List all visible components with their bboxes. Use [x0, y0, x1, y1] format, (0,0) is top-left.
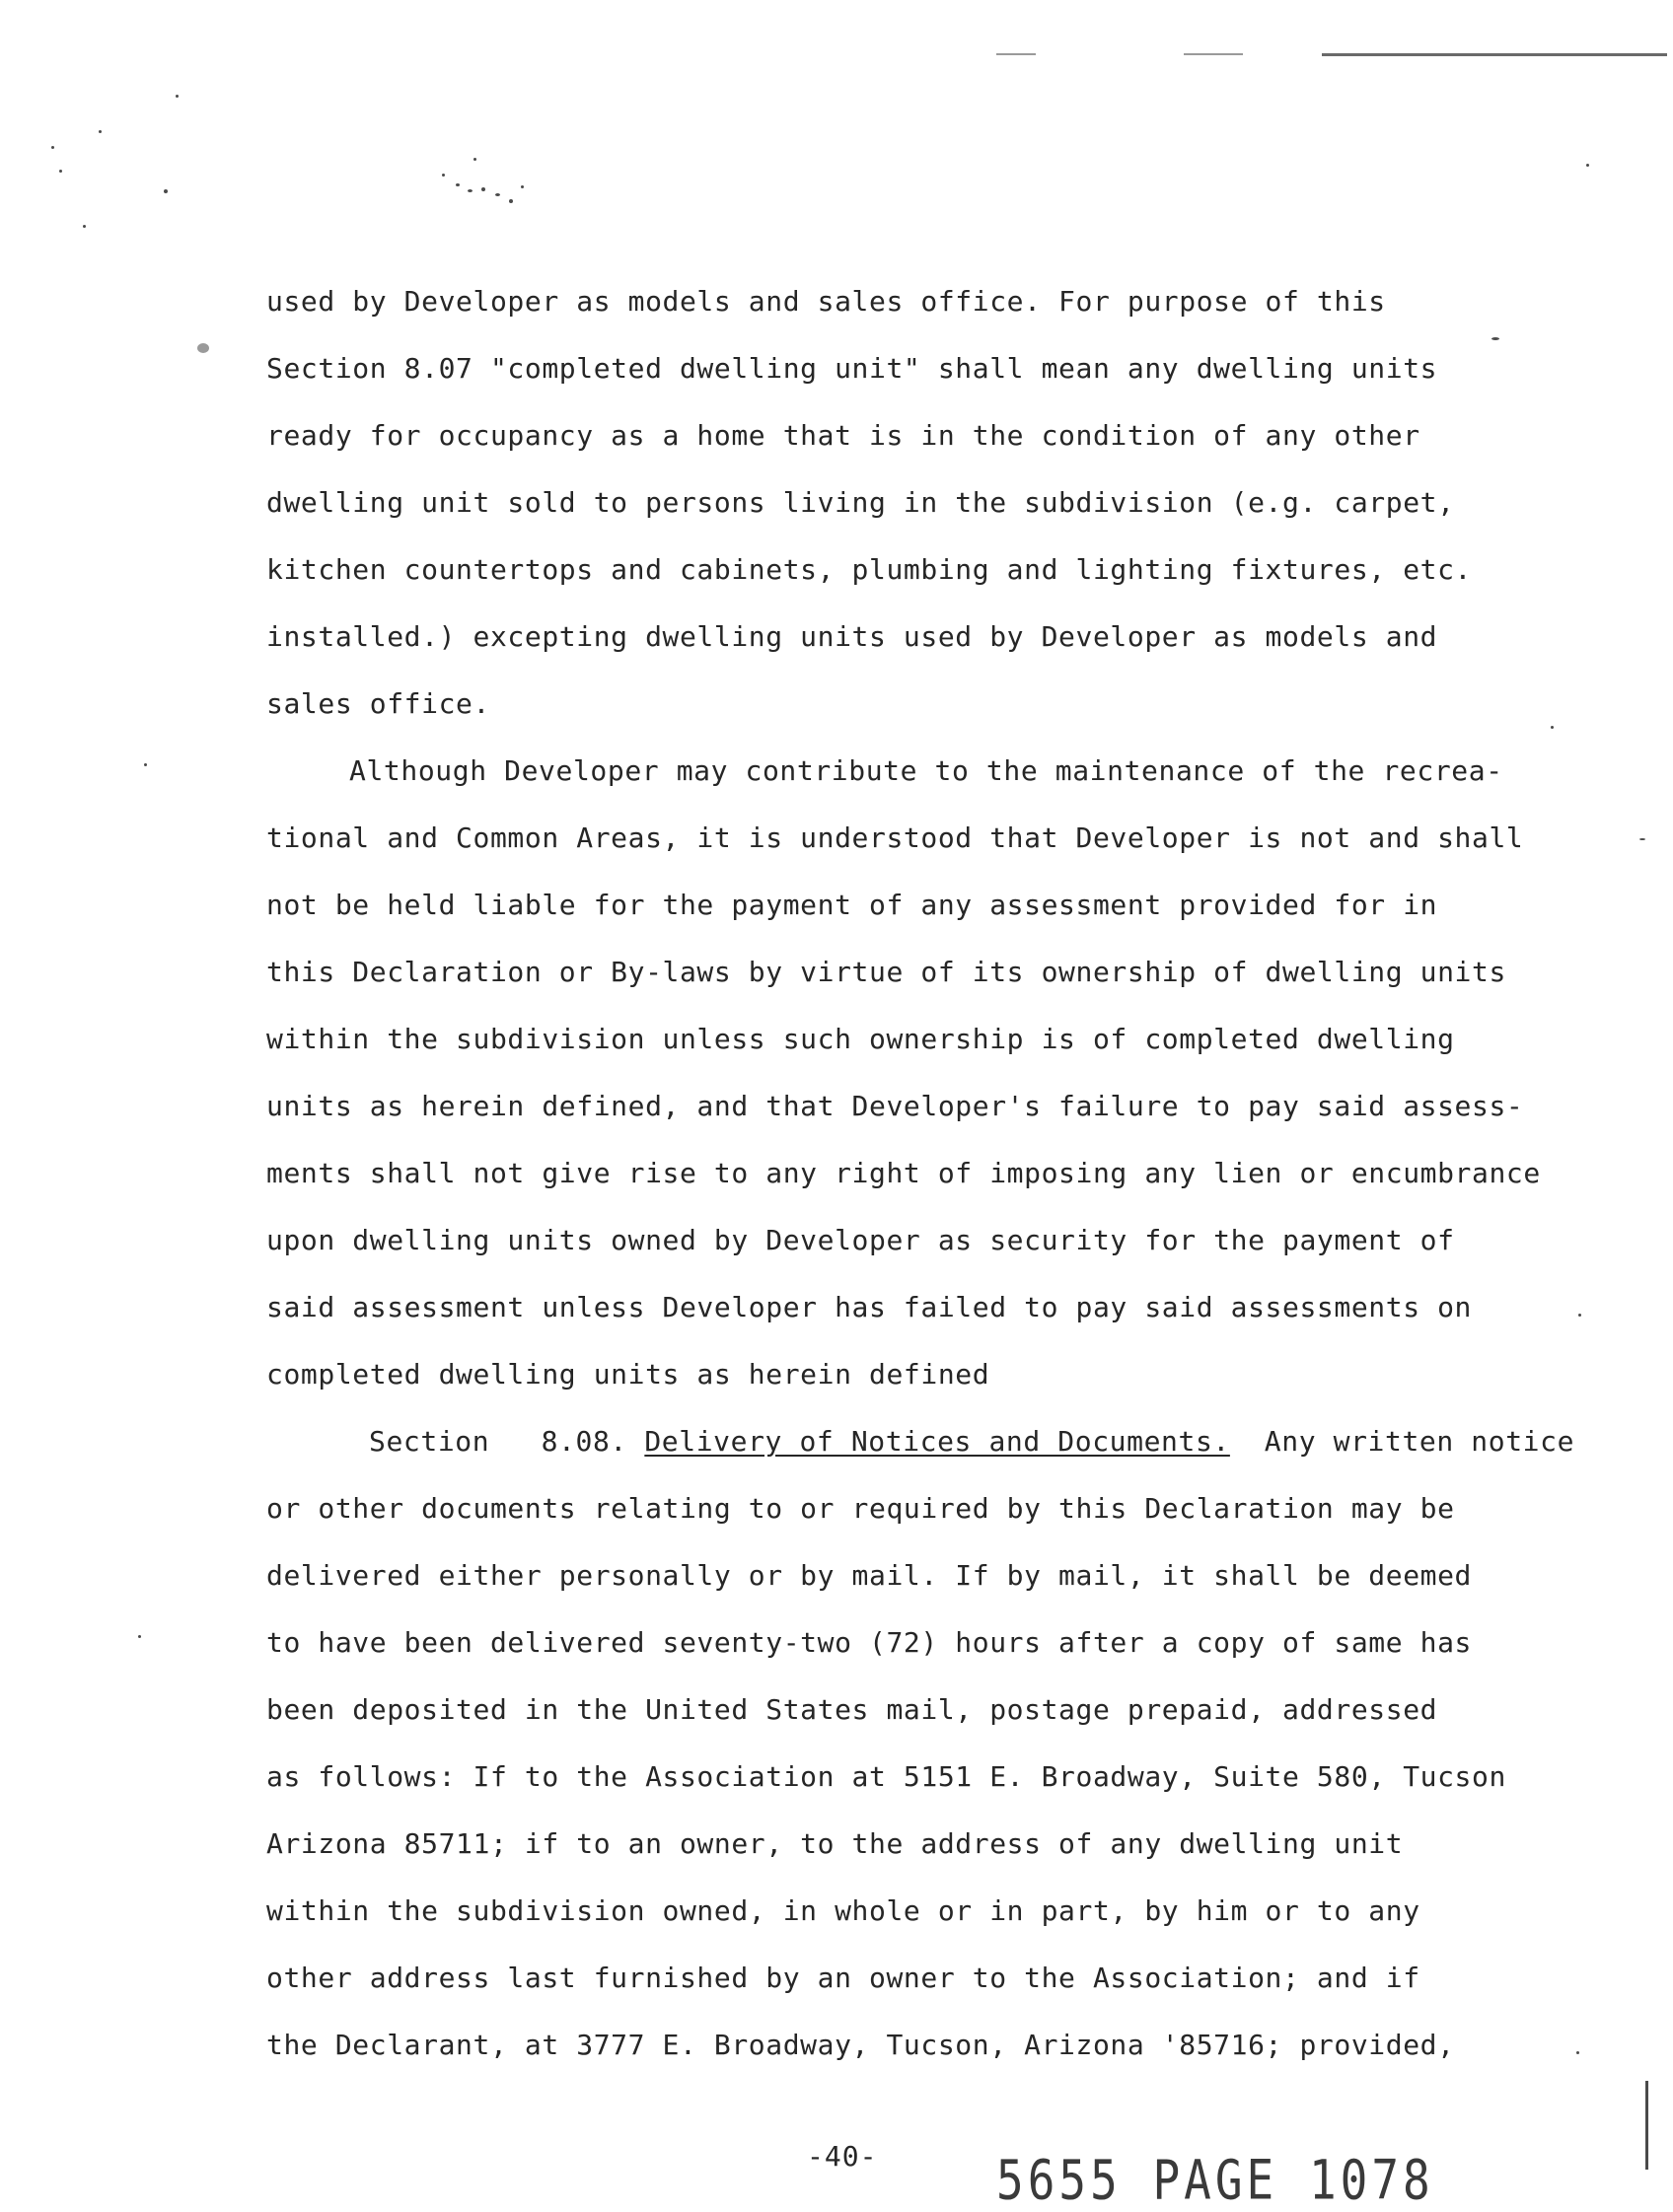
scan-speck	[468, 189, 473, 192]
scan-speck	[1578, 1314, 1581, 1317]
text-line: delivered either personally or by mail. If by mail, it shall be deemed	[266, 1559, 1473, 1592]
scan-speck	[176, 95, 179, 98]
section-heading-line	[266, 1408, 1575, 1475]
body-text	[266, 268, 1575, 2079]
text-line: to have been delivered seventy-two (72) hours after a copy of same has	[266, 1626, 1473, 1659]
scan-speck	[495, 193, 500, 196]
text-line: within the subdivision owned, in whole or in part, by him or to any	[266, 1894, 1420, 1927]
text-line: installed.) excepting dwelling units used by Developer as models and	[266, 620, 1438, 653]
scan-speck	[51, 146, 54, 149]
text-line: the Declarant, at 3777 E. Broadway, Tucson, Arizona '85716; provided,	[266, 2029, 1455, 2061]
scan-speck	[99, 130, 102, 133]
text-line: tional and Common Areas, it is understood that Developer is not and shall	[266, 821, 1524, 854]
text-line: been deposited in the United States mail, postage prepaid, addressed	[266, 1693, 1438, 1726]
scan-artifact-rule	[996, 53, 1036, 55]
scan-artifact-rule	[1184, 53, 1243, 55]
scan-speck	[521, 185, 524, 188]
scan-speck	[1586, 164, 1589, 167]
scan-speck	[59, 170, 62, 173]
section-title: Delivery of Notices and Documents.	[644, 1425, 1230, 1458]
text-line: sales office.	[266, 687, 490, 720]
text-line: kitchen countertops and cabinets, plumbing and lighting fixtures, etc.	[266, 553, 1473, 586]
scan-speck	[144, 763, 147, 766]
text-line: dwelling unit sold to persons living in the subdivision (e.g. carpet,	[266, 486, 1455, 519]
text-line: units as herein defined, and that Developer's failure to pay said assess-	[266, 1090, 1524, 1122]
scan-speck	[1551, 726, 1554, 729]
scan-speck	[138, 1635, 141, 1638]
text-line: said assessment unless Developer has failed to pay said assessments on	[266, 1291, 1473, 1323]
text-line: this Declaration or By-laws by virtue of its ownership of dwelling units	[266, 956, 1506, 988]
text-line: or other documents relating to or required by this Declaration may be	[266, 1492, 1455, 1525]
text-line: Section 8.07 "completed dwelling unit" shall mean any dwelling units	[266, 352, 1438, 385]
text-line: other address last furnished by an owner to the Association; and if	[266, 1962, 1420, 1994]
scan-speck	[509, 199, 513, 203]
scan-edge-mark	[1645, 2081, 1648, 2170]
text-line: completed dwelling units as herein defined	[266, 1358, 990, 1391]
scan-speck	[164, 189, 168, 193]
scan-speck	[1639, 838, 1645, 840]
page-number: -40-	[807, 2140, 878, 2173]
scan-speck	[442, 174, 445, 177]
section-text: Any written notice	[1229, 1425, 1575, 1458]
section-number: Section 8.08.	[369, 1425, 645, 1458]
scan-speck	[473, 158, 476, 161]
text-line: upon dwelling units owned by Developer as security for the payment of	[266, 1224, 1455, 1256]
scan-speck	[481, 187, 485, 191]
text-line: Arizona 85711; if to an owner, to the address of any dwelling unit	[266, 1827, 1404, 1860]
scan-artifact-rule	[1322, 53, 1667, 56]
text-line: within the subdivision unless such ownership is of completed dwelling	[266, 1023, 1455, 1055]
text-line: as follows: If to the Association at 5151 E. Broadway, Suite 580, Tucson	[266, 1760, 1506, 1793]
text-line: ments shall not give rise to any right of imposing any lien or encumbrance	[266, 1157, 1541, 1189]
scan-speck	[197, 343, 209, 353]
text-line: Although Developer may contribute to the maintenance of the recrea-	[349, 754, 1503, 787]
text-line: not be held liable for the payment of any assessment provided for in	[266, 889, 1438, 921]
scan-speck	[456, 183, 460, 186]
text-line: used by Developer as models and sales office. For purpose of this	[266, 285, 1386, 318]
recording-stamp: 5655 PAGE 1078	[996, 2148, 1434, 2212]
scan-speck	[83, 225, 86, 228]
text-line: ready for occupancy as a home that is in the condition of any other	[266, 419, 1420, 452]
scan-speck	[1576, 2051, 1579, 2054]
